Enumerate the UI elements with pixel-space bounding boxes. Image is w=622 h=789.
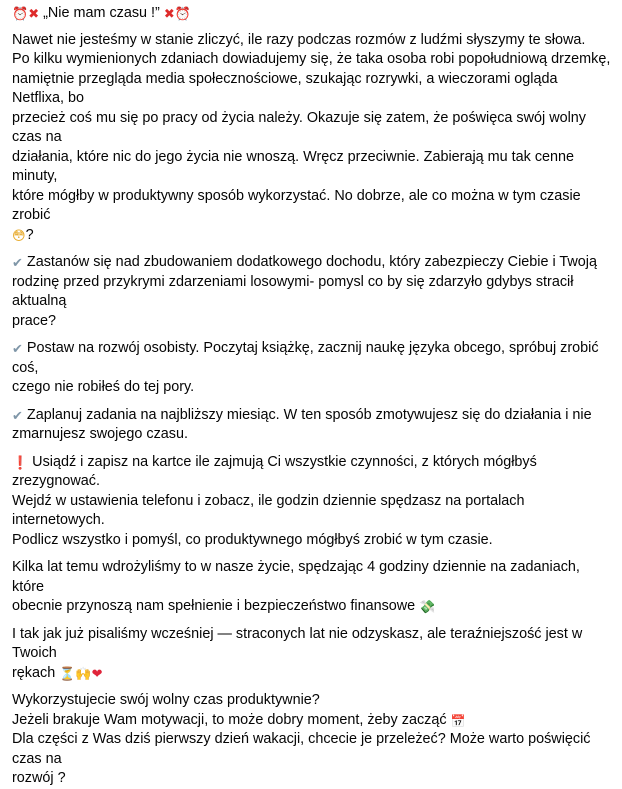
cross-mark-icon: ✖ [163, 7, 175, 22]
alarm-clock-icon: ⏰ [12, 7, 29, 22]
money-with-wings-icon: 💸 [419, 600, 436, 615]
text-line [12, 597, 612, 617]
text-fragment: rękach [12, 664, 60, 681]
text-line [12, 226, 612, 246]
paragraph-intro [12, 31, 612, 246]
check-mark-icon: ✔ [12, 342, 23, 357]
check-mark-icon: ✔ [12, 408, 23, 424]
cross-mark-icon: ✖ [28, 7, 40, 22]
paragraph-tip-income [12, 253, 612, 331]
text-line: namiętnie przegląda media społecznościowe, szukając rozrywki, a wieczorami ogląda Netflixa, bo [12, 70, 562, 106]
tip-text: Postaw na rozwój osobisty. Poczytaj książkę, zacznij naukę języka obcego, spróbuj zrobić coś, [12, 340, 603, 376]
exclamation-mark-icon: ❗ [12, 455, 29, 471]
check-mark-icon: ✔ [12, 256, 23, 271]
paragraph-experience [12, 558, 612, 617]
text-line: zmarnujesz swojego czasu. [12, 426, 188, 442]
text-fragment: Jeżeli brakuje Wam motywacji, to może dobry moment, żeby zacząć [12, 711, 451, 728]
text-line: przecież coś mu się po pracy od życia należy. Okazuje się zatem, że poświęca swój wolny czas na [12, 109, 591, 145]
text-line [12, 453, 612, 492]
alarm-clock-icon: ⏰ [174, 7, 191, 22]
paragraph-tip-development [12, 339, 612, 398]
text-line: które mógłby w produktywny sposób wykorzystać. No dobrze, ale co można w tym czasie zrobić [12, 187, 585, 223]
text-line: rozwój ? [12, 770, 66, 786]
text-line [12, 664, 612, 684]
paragraph-time [12, 625, 612, 684]
text-line: prace? [12, 312, 57, 329]
text-line [12, 406, 612, 426]
text-line [12, 253, 612, 273]
text-line: Wykorzystujecie swój wolny czas produktywnie? [12, 692, 320, 708]
paragraph-tip-audit [12, 453, 612, 551]
flushed-face-icon: 😳 [12, 228, 26, 244]
tip-text: Zaplanuj zadania na najbliższy miesiąc. W ten sposób zmotywujesz się do działania i nie [22, 406, 592, 423]
title-text: „Nie mam czasu !” [39, 5, 164, 21]
text-line: Po kilku wymienionych zdaniach dowiadujemy się, że taka osoba robi popołudniową drzemkę, [12, 51, 611, 67]
text-line: Kilka lat temu wdrożyliśmy to w nasze życie, spędzając 4 godziny dziennie na zadaniach, które [12, 559, 584, 595]
text-line [12, 711, 612, 731]
heart-icon: ❤ [91, 666, 103, 682]
post-title [12, 4, 612, 24]
text-line: Podlicz wszystko i pomyśl, co produktywnego mógłbyś zrobić w tym czasie. [12, 531, 493, 548]
raised-hands-icon: 🙌 [75, 666, 92, 682]
calendar-icon: 📅 [450, 713, 466, 728]
text-line: Wejdź w ustawienia telefonu i zobacz, ile godzin dziennie spędzasz na portalach internetowych. [12, 492, 529, 528]
tip-text: Usiądź i zapisz na kartce ile zajmują Ci wszystkie czynności, z których mógłbyś zrezygnować. [12, 453, 541, 489]
text-line [12, 339, 612, 378]
tip-text: Zastanów się nad zbudowaniem dodatkowego dochodu, który zabezpieczy Ciebie i Twoją [22, 254, 598, 270]
text-fragment: obecnie przynoszą nam spełnienie i bezpieczeństwo finansowe [12, 598, 420, 614]
text-line: Nawet nie jesteśmy w stanie zliczyć, ile razy podczas rozmów z ludźmi słyszymy te słowa. [12, 31, 586, 48]
text-line: Dla części z Was dziś pierwszy dzień wakacji, chcecie je przeleżeć? Może warto poświęcić czas na [12, 731, 595, 767]
text-line: I tak jak już pisaliśmy wcześniej — straconych lat nie odzyskasz, ale teraźniejszość jest w Twoich [12, 625, 586, 661]
paragraph-tip-plan [12, 406, 612, 445]
text-line: czego nie robiłeś do tej pory. [12, 379, 195, 395]
text-line: działania, które nic do jego życia nie wnoszą. Wręcz przeciwnie. Zabierają mu tak cenne minuty, [12, 148, 579, 184]
question-mark: ? [25, 226, 34, 243]
text-line: rodzinę przed przykrymi zdarzeniami losowymi- pomysl co by się zdarzyło gdybys stracił aktualną [12, 273, 578, 309]
paragraph-questions [12, 691, 612, 789]
hourglass-icon: ⏳ [59, 666, 76, 682]
